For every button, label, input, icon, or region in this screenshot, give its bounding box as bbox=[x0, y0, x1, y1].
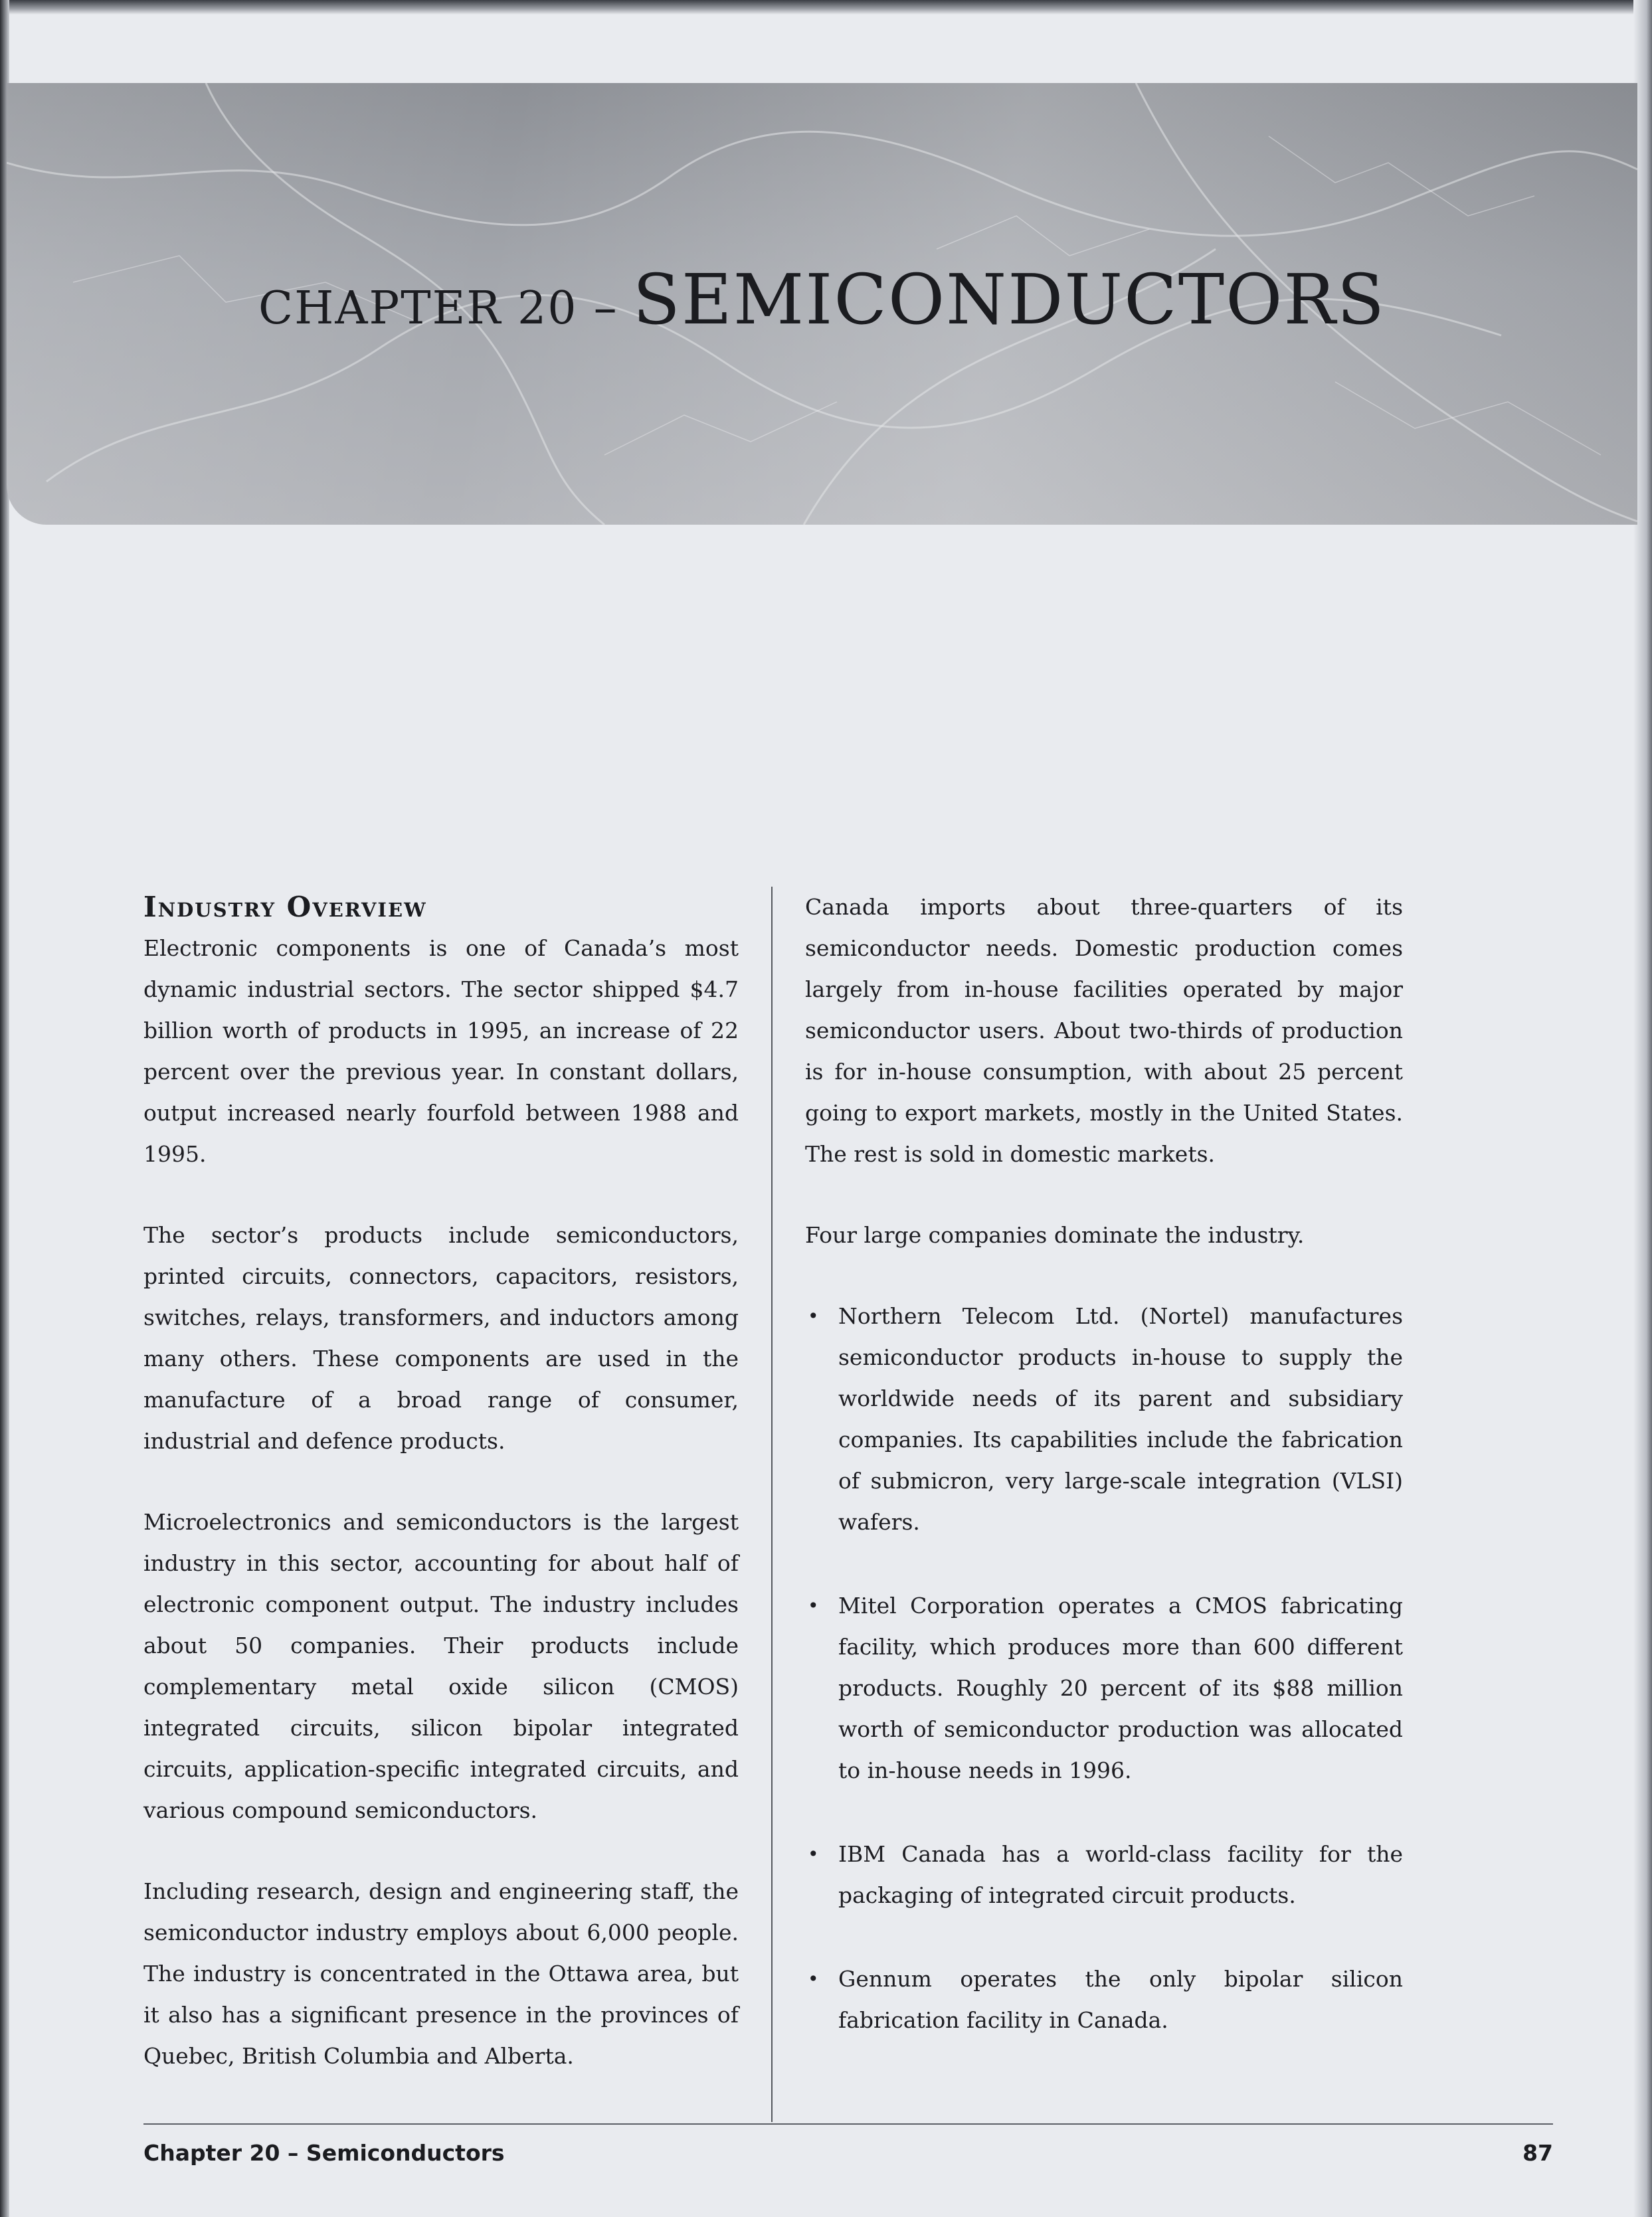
list-item bbox=[805, 1585, 1403, 1791]
paragraph: The sector’s products include semiconductors, printed circuits, connectors, capacitors, resistors, switches, relays, transformers, and inductors among many others. These components are used in the manufacture of a broad range of consumer, industrial and defence products. bbox=[143, 1222, 739, 1454]
left-column bbox=[143, 887, 739, 2117]
list-item-text: Northern Telecom Ltd. (Nortel) manufactures semiconductor products in-house to supply the worldwide needs of its parent and subsidiary companies. Its capabilities include the fabrication of submicron, very large-scale integration (VLSI) wafers. bbox=[838, 1303, 1403, 1535]
footer-rule bbox=[143, 2123, 1553, 2125]
paragraph: Electronic components is one of Canada’s most dynamic industrial sectors. The sector shipped $4.7 billion worth of products in 1995, an increase of 22 percent over the previous year. In constant dollars, output increased nearly fourfold between 1988 and 1995. bbox=[143, 935, 739, 1167]
bullet-icon: • bbox=[808, 1305, 819, 1327]
paragraph: Four large companies dominate the industry. bbox=[805, 1222, 1305, 1248]
paragraph: Microelectronics and semiconductors is the largest industry in this sector, accounting for about half of electronic component output. The industry includes about 50 companies. Their products include complementary metal oxide silicon (CMOS) integrated circuits, silicon bipolar integrated circuits, application-specific integrated circuits, and various compound semiconductors. bbox=[143, 1509, 739, 1823]
bullet-icon: • bbox=[808, 1843, 819, 1865]
page-number: 87 bbox=[1522, 2140, 1553, 2166]
list-item-text: Gennum operates the only bipolar silicon fabrication facility in Canada. bbox=[838, 1966, 1403, 2033]
bullet-icon: • bbox=[808, 1968, 819, 1990]
bullet-icon: • bbox=[808, 1595, 819, 1617]
right-column bbox=[805, 887, 1403, 2084]
section-heading-industry-overview: Industry Overview bbox=[143, 891, 427, 923]
chapter-name: SEMICONDUCTORS bbox=[632, 259, 1386, 340]
list-item-text: Mitel Corporation operates a CMOS fabricating facility, which produces more than 600 different products. Roughly 20 percent of its $88 million worth of semiconductor production was allocated to in-house needs in 1996. bbox=[838, 1593, 1403, 1783]
running-title: Chapter 20 – Semiconductors bbox=[143, 2140, 505, 2166]
paragraph: Canada imports about three-quarters of its semiconductor needs. Domestic production comes largely from in-house facilities operated by major semiconductor users. About two-thirds of production is for in-house consumption, with about 25 percent going to export markets, mostly in the United States. The rest is sold in domestic markets. bbox=[805, 894, 1403, 1167]
list-item bbox=[805, 1834, 1403, 1916]
title-dash: – bbox=[593, 280, 617, 335]
page-edge-shadow-top bbox=[0, 0, 1652, 15]
chapter-banner bbox=[7, 83, 1637, 525]
column-divider bbox=[771, 887, 773, 2122]
company-list bbox=[805, 1296, 1403, 2041]
list-item-text: IBM Canada has a world-class facility for the packaging of integrated circuit products. bbox=[838, 1841, 1403, 1908]
chapter-number: CHAPTER 20 bbox=[258, 282, 578, 335]
list-item bbox=[805, 1959, 1403, 2041]
paragraph: Including research, design and engineering staff, the semiconductor industry employs about 6,000 people. The industry is concentrated in the Ottawa area, but it also has a significant presence in the provinces of Quebec, British Columbia and Alberta. bbox=[143, 1878, 739, 2069]
chapter-title bbox=[7, 259, 1637, 340]
list-item bbox=[805, 1296, 1403, 1543]
